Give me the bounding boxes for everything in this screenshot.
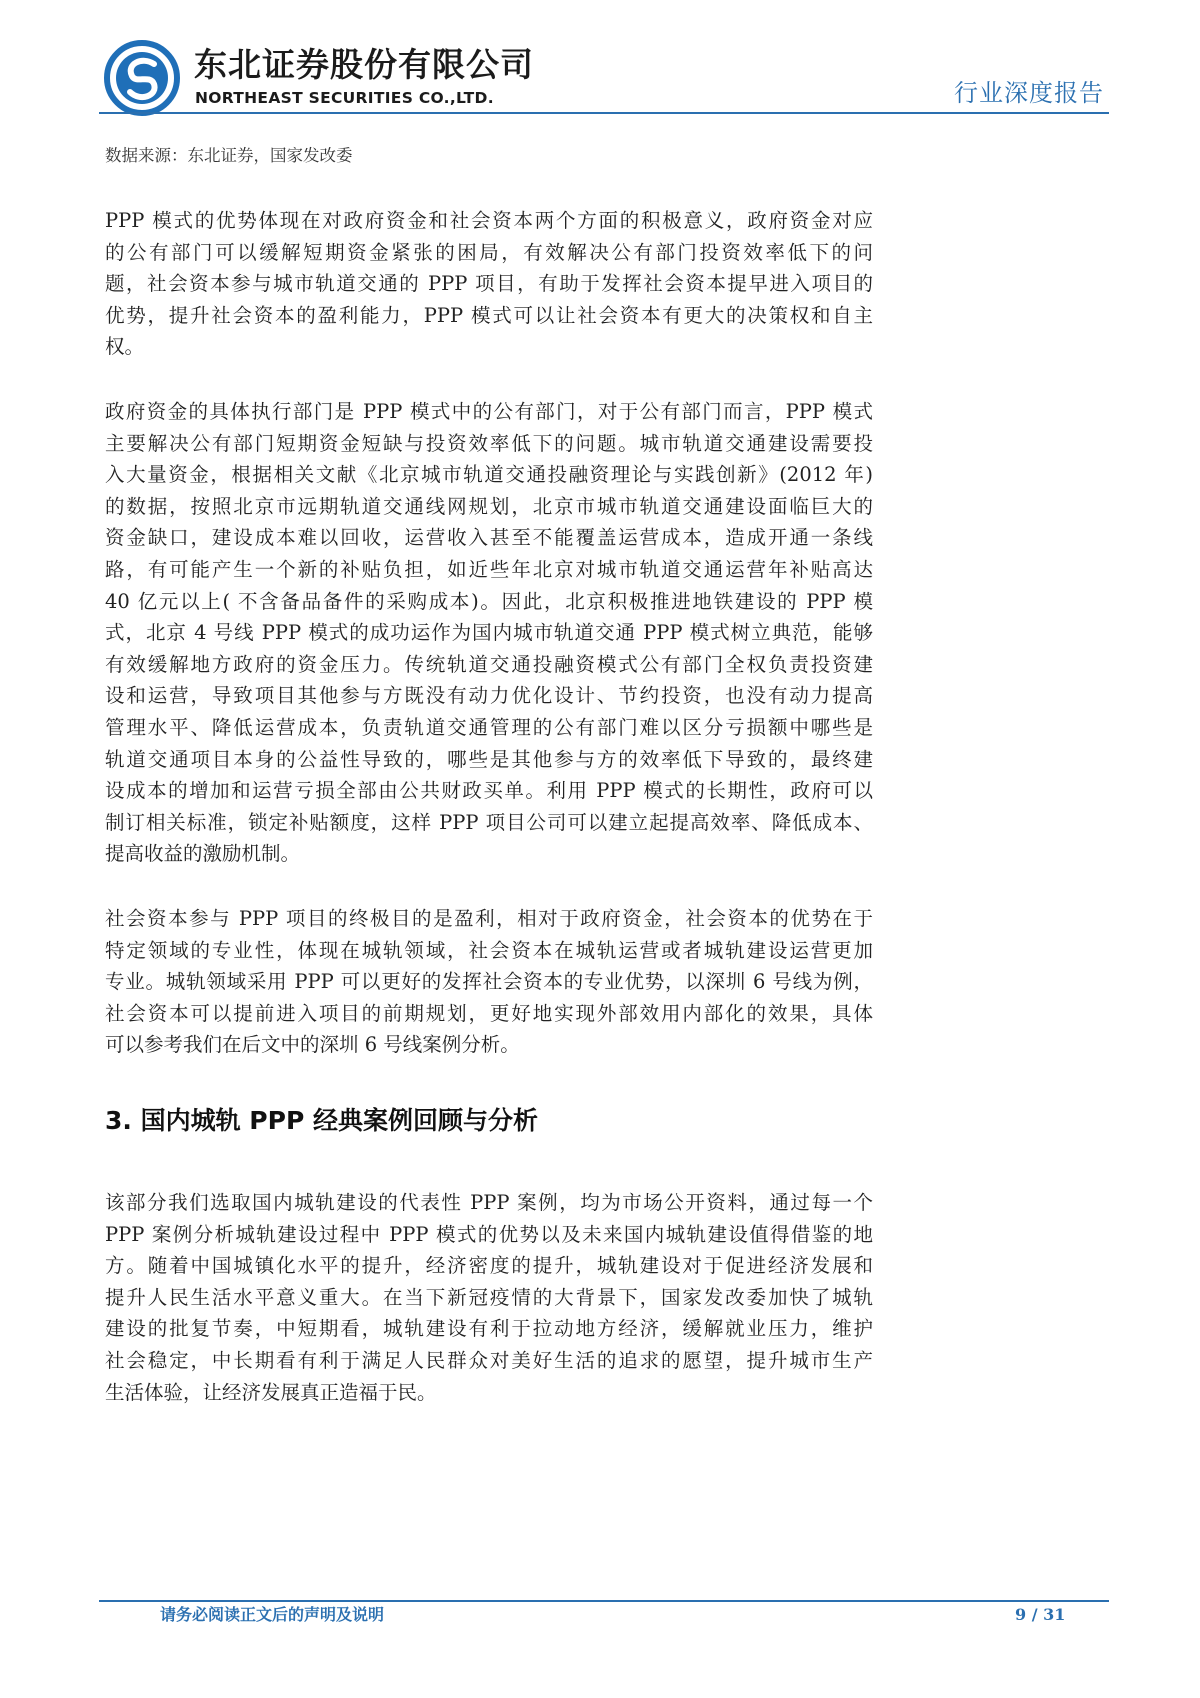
text-line: 式，北京 4 号线 PPP 模式的成功运作为国内城市轨道交通 PPP 模式树立典范，能够: [105, 621, 873, 645]
footer-divider: [99, 1600, 1109, 1602]
text-line: 政府资金的具体执行部门是 PPP 模式中的公有部门，对于公有部门而言，PPP 模式: [105, 400, 873, 423]
company-logo-icon: [104, 40, 180, 116]
text-line: PPP 模式的优势体现在对政府资金和社会资本两个方面的积极意义，政府资金对应: [105, 209, 873, 232]
text-line: 社会资本参与 PPP 项目的终极目的是盈利，相对于政府资金，社会资本的优势在于: [105, 907, 873, 930]
section-heading: 3. 国内城轨 PPP 经典案例回顾与分析: [105, 1106, 538, 1135]
text-line: 题，社会资本参与城市轨道交通的 PPP 项目，有助于发挥社会资本提早进入项目的: [105, 272, 873, 296]
paragraph-social-capital: [105, 903, 873, 1061]
text-line: 生活体验，让经济发展真正造福于民。: [105, 1380, 437, 1404]
paragraph-section-intro: [105, 1187, 873, 1408]
text-line: 专业。城轨领域采用 PPP 可以更好的发挥社会资本的专业优势，以深圳 6 号线为例，: [105, 970, 873, 994]
paragraph-ppp-advantages: [105, 205, 873, 363]
footer-disclaimer: 请务必阅读正文后的声明及说明: [160, 1605, 385, 1624]
header-divider: [99, 112, 1109, 114]
text-line: 资金缺口，建设成本难以回收，运营收入甚至不能覆盖运营成本，造成开通一条线: [105, 526, 873, 550]
text-line: 可以参考我们在后文中的深圳 6 号线案例分析。: [105, 1033, 520, 1057]
report-type-label: 行业深度报告: [954, 79, 1104, 107]
text-line: 建设的批复节奏，中短期看，城轨建设有利于拉动地方经济，缓解就业压力，维护: [105, 1317, 873, 1341]
text-line: 主要解决公有部门短期资金短缺与投资效率低下的问题。城市轨道交通建设需要投: [105, 431, 873, 455]
page-number: 9 / 31: [1015, 1605, 1066, 1624]
text-line: 提高收益的激励机制。: [105, 842, 301, 866]
text-line: 社会稳定，中长期看有利于满足人民群众对美好生活的追求的愿望，提升城市生产: [105, 1348, 873, 1372]
text-line: 设和运营，导致项目其他参与方既没有动力优化设计、节约投资，也没有动力提高: [105, 684, 873, 708]
text-line: 管理水平、降低运营成本，负责轨道交通管理的公有部门难以区分亏损额中哪些是: [105, 715, 873, 739]
text-line: 方。随着中国城镇化水平的提升，经济密度的提升，城轨建设对于促进经济发展和: [105, 1254, 873, 1278]
text-line: 制订相关标准，锁定补贴额度，这样 PPP 项目公司可以建立起提高效率、降低成本、: [105, 810, 873, 834]
company-name-cn: 东北证券股份有限公司: [194, 45, 534, 84]
text-line: 入大量资金，根据相关文献《北京城市轨道交通投融资理论与实践创新》(2012 年): [105, 463, 873, 487]
company-name-en: NORTHEAST SECURITIES CO.,LTD.: [195, 89, 494, 107]
text-line: 轨道交通项目本身的公益性导致的，哪些是其他参与方的效率低下导致的，最终建: [105, 747, 873, 771]
text-line: 路，有可能产生一个新的补贴负担，如近些年北京对城市轨道交通运营年补贴高达: [105, 557, 873, 581]
text-line: 社会资本可以提前进入项目的前期规划，更好地实现外部效用内部化的效果，具体: [105, 1001, 873, 1025]
data-source-note: 数据来源：东北证券，国家发改委: [105, 146, 353, 165]
text-line: 40 亿元以上( 不含备品备件的采购成本)。因此，北京积极推进地铁建设的 PPP 模: [105, 589, 873, 613]
text-line: 设成本的增加和运营亏损全部由公共财政买单。利用 PPP 模式的长期性，政府可以: [105, 779, 873, 803]
text-line: 有效缓解地方政府的资金压力。传统轨道交通投融资模式公有部门全权负责投资建: [105, 652, 873, 676]
text-line: 提升人民生活水平意义重大。在当下新冠疫情的大背景下，国家发改委加快了城轨: [105, 1285, 873, 1309]
text-line: 权。: [105, 335, 145, 359]
text-line: 优势，提升社会资本的盈利能力，PPP 模式可以让社会资本有更大的决策权和自主: [105, 303, 873, 327]
text-line: 该部分我们选取国内城轨建设的代表性 PPP 案例，均为市场公开资料，通过每一个: [105, 1191, 873, 1214]
paragraph-government-funds: [105, 396, 873, 870]
text-line: 特定领域的专业性，体现在城轨领域，社会资本在城轨运营或者城轨建设运营更加: [105, 938, 873, 962]
text-line: PPP 案例分析城轨建设过程中 PPP 模式的优势以及未来国内城轨建设值得借鉴的地: [105, 1222, 873, 1246]
text-line: 的公有部门可以缓解短期资金紧张的困局，有效解决公有部门投资效率低下的问: [105, 240, 873, 264]
text-line: 的数据，按照北京市远期轨道交通线网规划，北京市城市轨道交通建设面临巨大的: [105, 494, 873, 518]
